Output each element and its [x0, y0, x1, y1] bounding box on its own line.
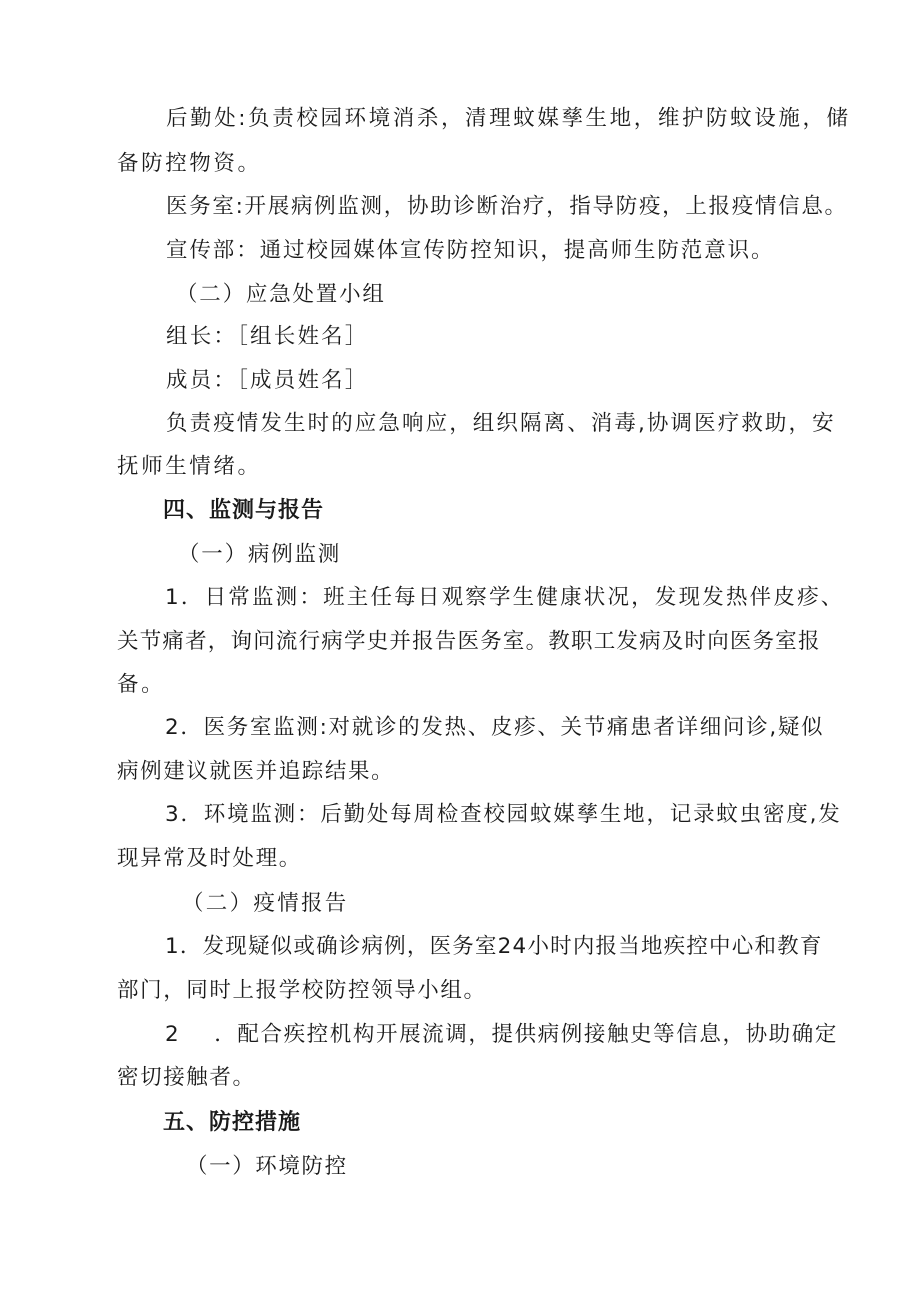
report-item-2-number: 2 — [165, 1022, 181, 1047]
case-monitoring-title: （一）病例监测 — [178, 542, 342, 567]
logistics-line-2: 备防控物资。 — [117, 151, 262, 176]
monitoring-item-3-line-1: 3．环境监测：后勤处每周检查校园蚊媒孳生地，记录蚊虫密度,发 — [165, 802, 842, 827]
publicity-line: 宣传部：通过校园媒体宣传防控知识，提高师生防范意识。 — [166, 238, 775, 263]
monitoring-item-2-line-1: 2．医务室监测:对就诊的发热、皮疹、关节痛患者详细问诊,疑似 — [165, 715, 825, 740]
report-item-2-line-1 — [165, 1020, 838, 1050]
section-4-heading: 四、监测与报告 — [163, 498, 325, 523]
group-members-line: 成员：［成员姓名］ — [166, 368, 369, 393]
emergency-duty-line-2: 抚师生情绪。 — [117, 454, 262, 479]
section-5-heading: 五、防控措施 — [163, 1110, 302, 1135]
group-leader-line: 组长：［组长姓名］ — [166, 324, 369, 349]
emergency-duty-line-1: 负责疫情发生时的应急响应，组织隔离、消毒,协调医疗救助，安 — [166, 411, 836, 436]
report-item-1-line-1: 1．发现疑似或确诊病例，医务室24小时内报当地疾控中心和教育 — [165, 934, 823, 959]
monitoring-item-1-line-2: 关节痛者，询问流行病学史并报告医务室。教职工发病及时向医务室报 — [117, 629, 821, 654]
monitoring-item-3-line-2: 现异常及时处理。 — [117, 846, 302, 871]
environment-control-title: （一）环境防控 — [186, 1154, 348, 1179]
monitoring-item-1-line-3: 备。 — [117, 672, 166, 697]
emergency-group-title: （二）应急处置小组 — [176, 282, 386, 307]
monitoring-item-2-line-2: 病例建议就医并追踪结果。 — [117, 759, 395, 784]
report-item-2-line-2: 密切接触者。 — [117, 1065, 256, 1090]
monitoring-item-1-line-1: 1．日常监测：班主任每日观察学生健康状况，发现发热伴皮疹、 — [165, 585, 845, 610]
report-item-1-line-2: 部门，同时上报学校防控领导小组。 — [117, 978, 487, 1003]
logistics-line-1: 后勤处:负责校园环境消杀，清理蚊媒孳生地，维护防蚊设施，储 — [166, 106, 851, 131]
report-item-2-text: ．配合疾控机构开展流调，提供病例接触史等信息，协助确定 — [214, 1022, 838, 1047]
medical-office-line: 医务室:开展病例监测，协助诊断治疗，指导防疫，上报疫情信息。 — [166, 194, 848, 219]
epidemic-report-title: （二）疫情报告 — [182, 891, 349, 916]
